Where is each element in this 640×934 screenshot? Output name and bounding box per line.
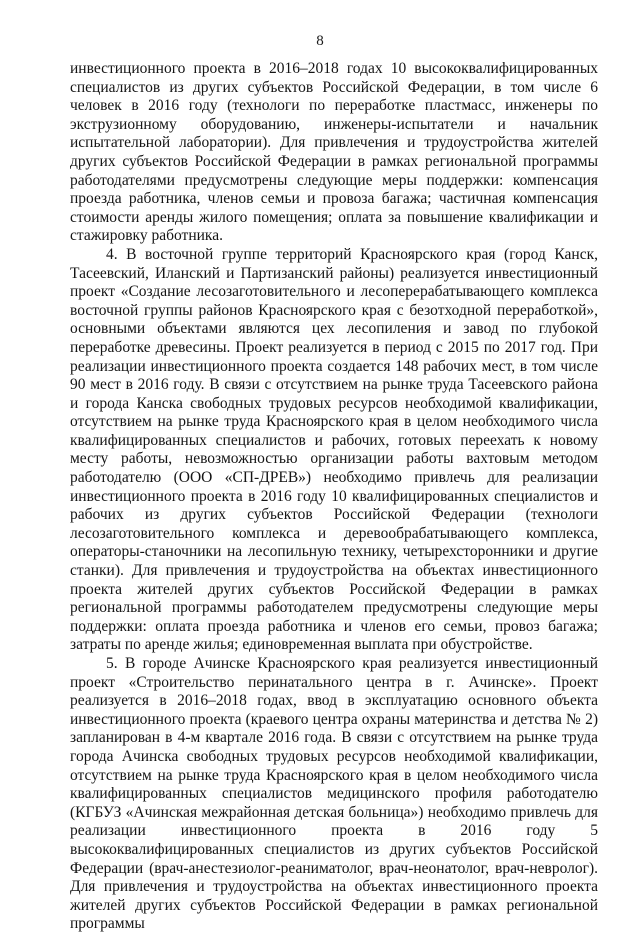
page-number: 8: [316, 33, 324, 49]
paragraph-item-5: 5. В городе Ачинске Красноярского края реализуется инвестиционный проект «Строительство перинатального центра в г. Ачинске». Проект реализуется в 2016–2018 годах, ввод в эксплуатацию основного объекта инвестиционного проекта (краевого центра охраны материнства и детства № 2) запланирован в 4-м квартале 2016 года. В связи с отсутствием на рынке труда города Ачинска свободных трудовых ресурсов необходимой квалификации, отсутствием на рынке труда Красноярского края в целом необходимого числа квалифицированных специалистов медицинского профиля работодателю (КГБУЗ «Ачинская межрайонная детская больница») необходимо привлечь для реализации инвестиционного проекта в 2016 году 5 высококвалифицированных специалистов из других субъектов Российской Федерации (врач-анестезиолог-реаниматолог, врач-неонатолог, врач-невролог). Для привлечения и трудоустройства на объектах инвестиционного проекта жителей других субъектов Российской Федерации в рамках региональной программы: [70, 655, 598, 933]
document-body: [70, 60, 598, 934]
paragraph-continuation: инвестиционного проекта в 2016–2018 годах 10 высококвалифицированных специалистов из других субъектов Российской Федерации, в том числе 6 человек в 2016 году (технологи по переработке пластмасс, инженеры по экструзионному оборудованию, инженеры-испытатели и начальник испытательной лаборатории). Для привлечения и трудоустройства жителей других субъектов Российской Федерации в рамках региональной программы работодателями предусмотрены следующие меры поддержки: компенсация проезда работника, членов семьи и провоза багажа; частичная компенсация стоимости аренды жилого помещения; оплата за повышение квалификации и стажировку работника.: [70, 60, 598, 245]
paragraph-item-4: 4. В восточной группе территорий Красноярского края (город Канск, Тасеевский, Иланский и Партизанский районы) реализуется инвестиционный проект «Создание лесозаготовительного и лесоперерабатывающего комплекса восточной группы районов Красноярского края с безотходной переработкой», основными объектами являются цех лесопиления и завод по глубокой переработке древесины. Проект реализуется в период с 2015 по 2017 год. При реализации инвестиционного проекта создается 148 рабочих мест, в том числе 90 мест в 2016 году. В связи с отсутствием на рынке труда Тасеевского района и города Канска свободных трудовых ресурсов необходимой квалификации, отсутствием на рынке труда Красноярского края в целом необходимого числа квалифицированных специалистов и рабочих, готовых переехать к новому месту работы, невозможностью организации работы вахтовым методом работодателю (ООО «СП-ДРЕВ») необходимо привлечь для реализации инвестиционного проекта в 2016 году 10 квалифицированных специалистов и рабочих из других субъектов Российской Федерации (технологи лесозаготовительного комплекса и деревообрабатывающего комплекса, операторы-станочники на лесопильную технику, четырехсторонники и другие станки). Для привлечения и трудоустройства на объектах инвестиционного проекта жителей других субъектов Российской Федерации в рамках региональной программы работодателем предусмотрены следующие меры поддержки: оплата проезда работника и членов его семьи, провоз багажа; затраты по аренде жилья; единовременная выплата при обустройстве.: [70, 245, 598, 654]
